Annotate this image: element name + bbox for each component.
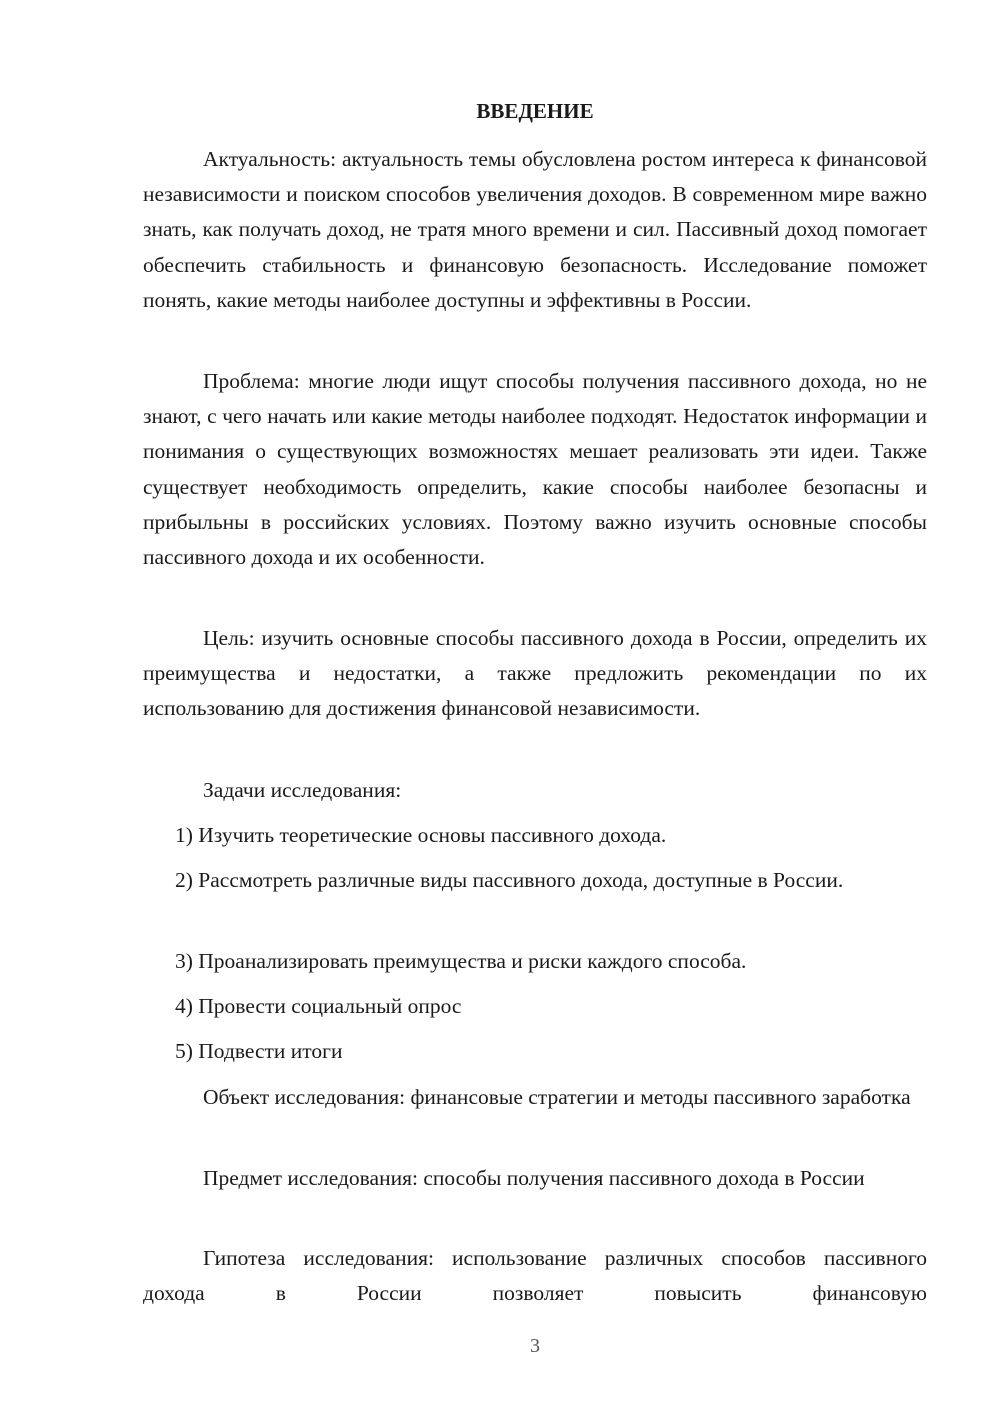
relevance-paragraph: Актуальность: актуальность темы обусловлена ростом интереса к финансовой независимости и поиском способов увеличения доходов. В современном мире важно знать, как получать доход, не тратя много времени и сил. Пассивный доход помогает обеспечить стабильность и финансовую безопасность. Исследование поможет понять, какие методы наиболее доступны и эффективны в России. [143,147,927,312]
page-title: ВВЕДЕНИЕ [476,99,594,123]
problem-paragraph: Проблема: многие люди ищут способы получения пассивного дохода, но не знают, с чего начать или какие методы наиболее подходят. Недостаток информации и понимания о существующих возможностях мешает реализовать эти идеи. Также существует необходимость определить, какие способы наиболее безопасны и прибыльны в российских условиях. Поэтому важно изучить основные способы пассивного дохода и их особенности. [143,369,927,570]
tasks-heading: Задачи исследования: [203,778,402,802]
page-number: 3 [530,1335,540,1357]
object-paragraph: Объект исследования: финансовые стратегии и методы пассивного заработка [203,1085,911,1109]
task-item-3: 3) Проанализировать преимущества и риски каждого способа. [175,949,747,973]
task-item-5: 5) Подвести итоги [175,1039,343,1063]
task-item-1: 1) Изучить теоретические основы пассивного дохода. [175,823,667,847]
goal-paragraph: Цель: изучить основные способы пассивного дохода в России, определить их преимущества и недостатки, а также предложить рекомендации по их использованию для достижения финансовой независимости. [143,626,927,721]
task-item-2: 2) Рассмотреть различные виды пассивного дохода, доступные в России. [175,868,844,892]
task-item-4: 4) Провести социальный опрос [175,994,462,1018]
hypothesis-paragraph: Гипотеза исследования: использование различных способов пассивного дохода в России позволяет повысить финансовую [143,1246,927,1306]
subject-paragraph: Предмет исследования: способы получения пассивного дохода в России [203,1166,865,1190]
